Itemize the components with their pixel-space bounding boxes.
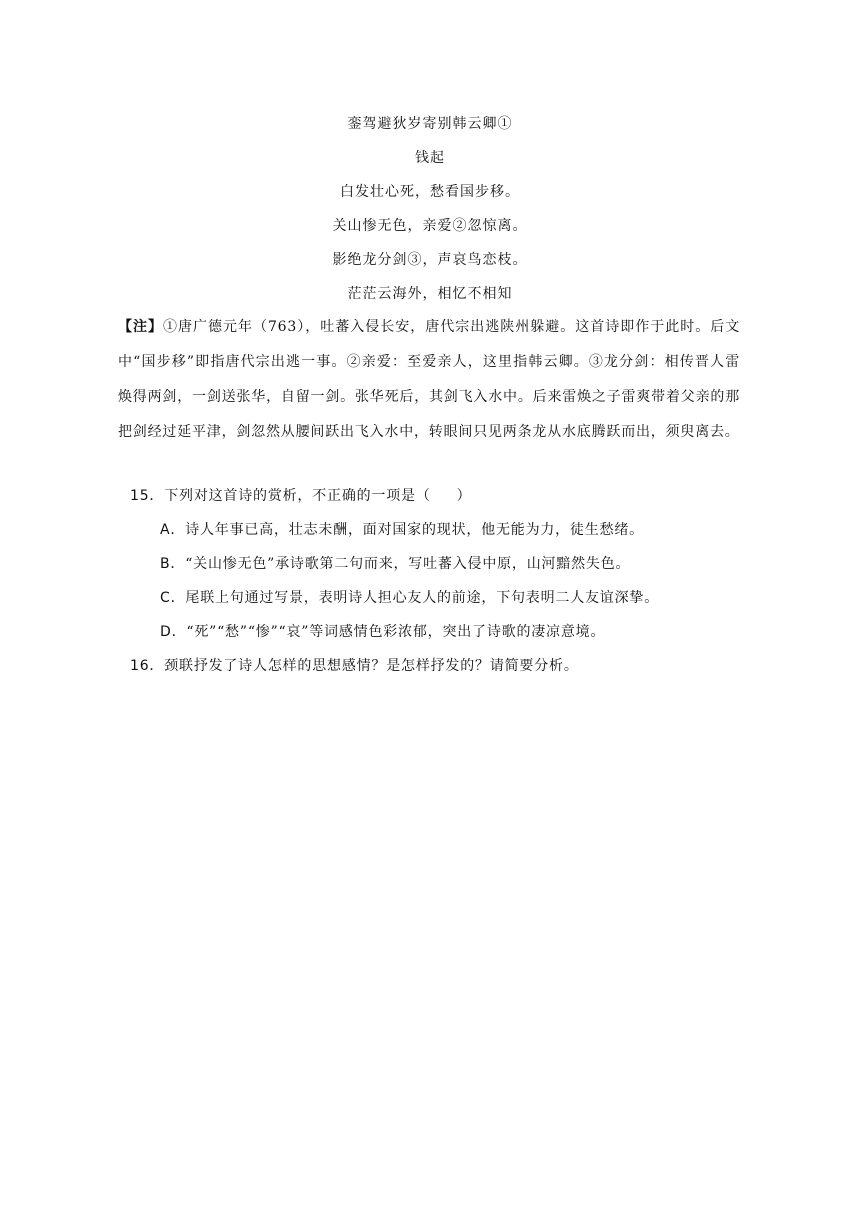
poem-author: 钱起 <box>415 150 445 166</box>
option-b-label: B． <box>160 556 186 572</box>
question-16-text: 颈联抒发了诗人怎样的思想感情？是怎样抒发的？请简要分析。 <box>164 658 579 674</box>
question-16 <box>130 655 579 675</box>
note-tag: 【注】 <box>118 319 163 335</box>
option-a-text: 诗人年事已高，壮志未酬，面对国家的现状，他无能为力，徒生愁绪。 <box>185 522 644 538</box>
question-15-close-paren: ） <box>456 488 472 504</box>
option-a <box>160 519 644 539</box>
option-c <box>160 587 659 607</box>
option-a-label: A． <box>160 522 186 538</box>
question-15-text: 下列对这首诗的赏析，不正确的一项是（ <box>164 488 431 504</box>
poem-line-3: 影绝龙分剑③，声哀鸟恋枝。 <box>332 252 528 268</box>
question-15-number: 15． <box>130 488 165 504</box>
question-16-number: 16． <box>130 658 165 674</box>
poem-line-2: 关山惨无色，亲爱②忽惊离。 <box>332 218 528 234</box>
option-c-label: C． <box>160 590 186 606</box>
option-d-text: “死”“愁”“惨”“哀”等词感情色彩浓郁，突出了诗歌的凄凉意境。 <box>186 624 606 640</box>
poem-line-1: 白发壮心死，愁看国步移。 <box>340 184 520 200</box>
poem-title: 銮驾避狄岁寄别韩云卿① <box>347 116 513 132</box>
option-b-text: “关山惨无色”承诗歌第二句而来，写吐蕃入侵中原，山河黯然失色。 <box>185 556 631 572</box>
option-b <box>160 553 630 573</box>
annotation-note <box>118 310 740 450</box>
option-c-text: 尾联上句通过写景，表明诗人担心友人的前途，下句表明二人友谊深挚。 <box>185 590 659 606</box>
option-d <box>160 621 605 641</box>
poem-line-4: 茫茫云海外，相忆不相知 <box>347 286 513 302</box>
question-15-stem <box>130 485 471 505</box>
option-d-label: D． <box>160 624 187 640</box>
note-text: ①唐广德元年（763），吐蕃入侵长安，唐代宗出逃陕州躲避。这首诗即作于此时。后文中“国步移”即指唐代宗出逃一事。②亲爱：至爱亲人，这里指韩云卿。③龙分剑：相传晋人雷焕得两剑，一剑送张华，自留一剑。张华死后，其剑飞入水中。后来雷焕之子雷爽带着父亲的那把剑经过延平津，剑忽然从腰间跃出飞入水中，转眼间只见两条龙从水底腾跃而出，须臾离去。 <box>118 319 740 440</box>
